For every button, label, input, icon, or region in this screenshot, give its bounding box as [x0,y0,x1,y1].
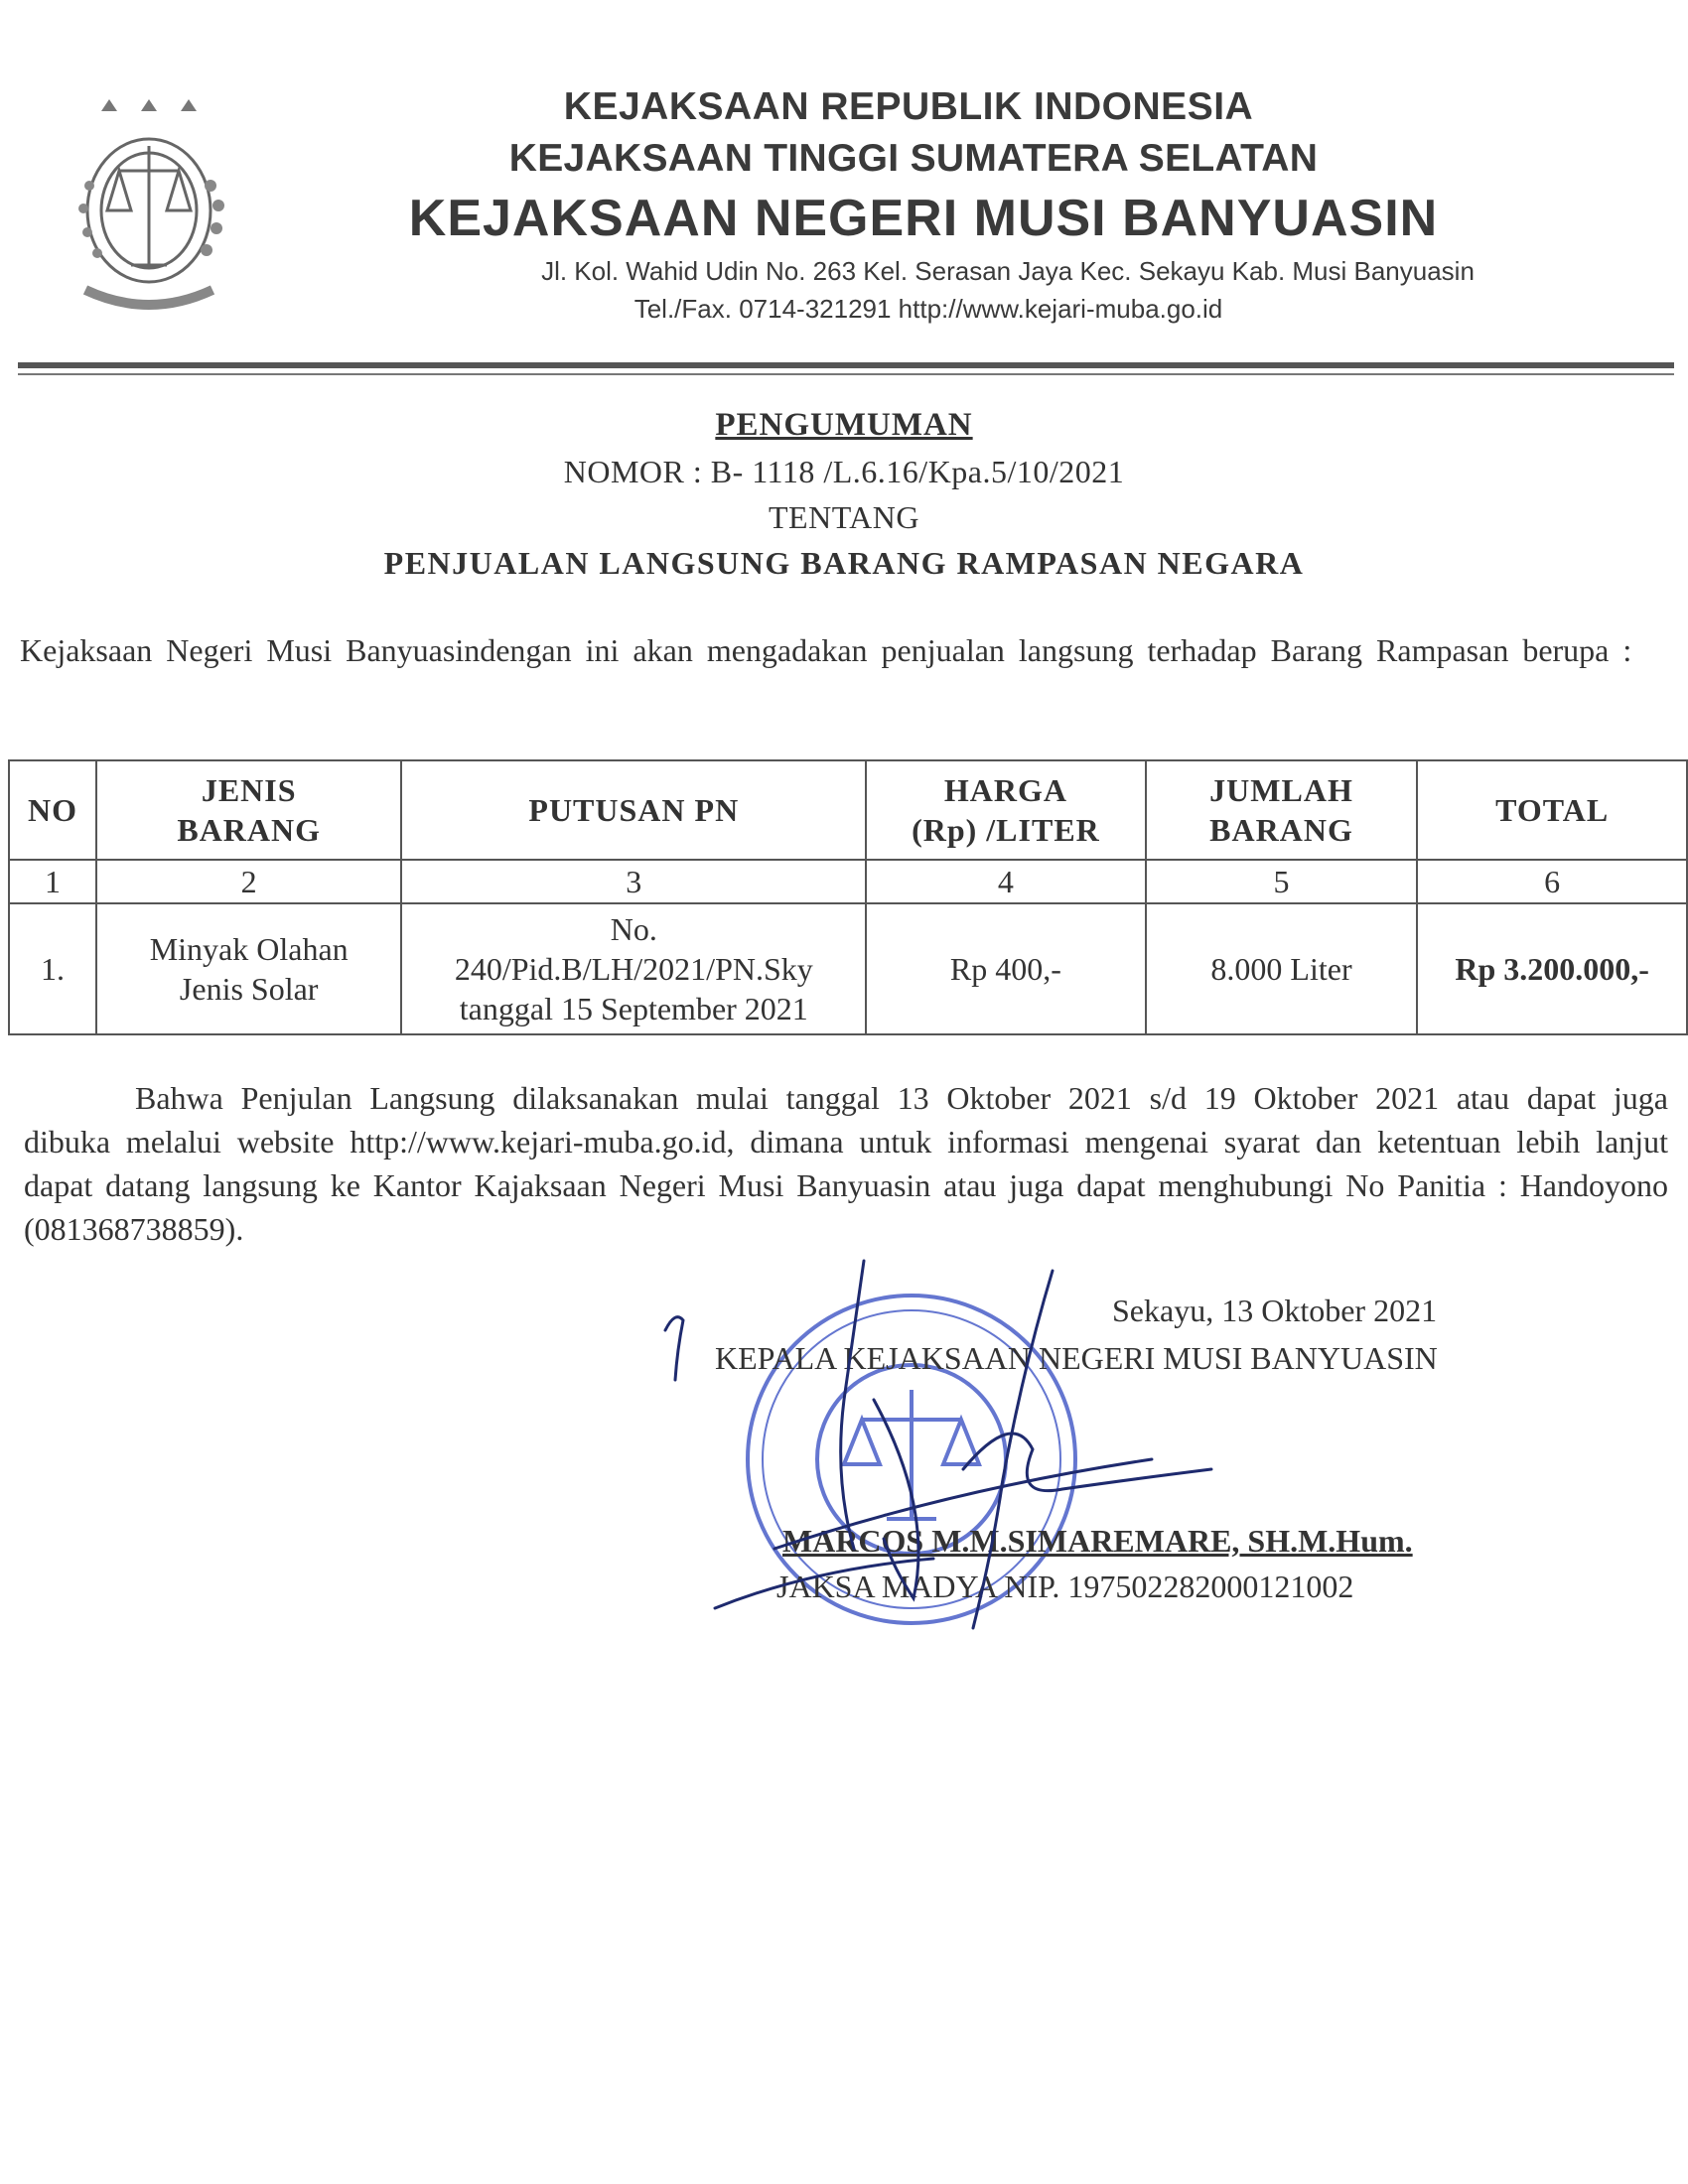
signature-place-date: Sekayu, 13 Oktober 2021 [1112,1293,1438,1328]
cell-jenis-line-2: Jenis Solar [179,971,319,1007]
header-no: NO [9,760,96,860]
header-jenis-line-2: BARANG [177,812,322,848]
letterhead-line-1: KEJAKSAAN REPUBLIK INDONESIA [563,85,1254,128]
column-number-row [9,860,1687,903]
cell-putusan-line-3: tanggal 15 September 2021 [459,991,808,1026]
letterhead-divider-thick [18,362,1674,368]
signatory-rank-nip: JAKSA MADYA NIP. 197502282000121002 [776,1569,1354,1604]
document-about: TENTANG [768,499,919,535]
cell-total: Rp 3.200.000,- [1417,903,1687,1034]
intro-paragraph: Kejaksaan Negeri Musi Banyuasindengan ini akan mengadakan penjualan langsung terhadap Barang Rampasan berupa : [20,632,1632,668]
goods-table [8,759,1688,1035]
cell-jumlah: 8.000 Liter [1146,903,1418,1034]
header-jumlah-line-1: JUMLAH [1209,772,1353,808]
header-harga [866,760,1146,860]
table-header-row [9,760,1687,860]
column-number: 5 [1146,860,1418,903]
cell-no: 1. [9,903,96,1034]
column-number: 2 [96,860,402,903]
column-number: 1 [9,860,96,903]
cell-jenis-line-1: Minyak Olahan [149,931,349,967]
letterhead-divider-thin [18,373,1674,375]
letterhead-address: Jl. Kol. Wahid Udin No. 263 Kel. Serasan Jaya Kec. Sekayu Kab. Musi Banyuasin [541,256,1475,286]
header-jenis-line-1: JENIS [201,772,297,808]
column-number: 3 [401,860,866,903]
cell-harga: Rp 400,- [866,903,1146,1034]
letterhead-line-2: KEJAKSAAN TINGGI SUMATERA SELATAN [508,137,1319,180]
letterhead-institution-name: KEJAKSAAN NEGERI MUSI BANYUASIN [408,190,1439,247]
cell-jenis-barang [96,903,402,1034]
cell-putusan-line-1: No. [610,911,657,947]
body-paragraph: Bahwa Penjulan Langsung dilaksanakan mulai tanggal 13 Oktober 2021 s/d 19 Oktober 2021 atau dapat juga dibuka melalui website http://www.kejari-muba.go.id, dimana untuk informasi mengenai syarat dan ketentuan lebih lanjut dapat datang langsung ke Kantor Kajaksaan Negeri Musi Banyuasin atau juga dapat menghubungi No Panitia : Handoyono (081368738859). [24,1080,1668,1247]
header-total: TOTAL [1417,760,1687,860]
cell-putusan-pn [401,903,866,1034]
signature-office: KEPALA KEJAKSAAN NEGERI MUSI BANYUASIN [715,1340,1438,1376]
signatory-name: MARCOS M.M.SIMAREMARE, SH.M.Hum. [782,1523,1413,1559]
header-putusan-pn: PUTUSAN PN [401,760,866,860]
document-subject: PENJUALAN LANGSUNG BARANG RAMPASAN NEGARA [383,545,1305,581]
handwritten-signature [655,1251,1271,1668]
document-number: NOMOR : B- 1118 /L.6.16/Kpa.5/10/2021 [563,454,1125,489]
header-harga-line-1: HARGA [943,772,1067,808]
column-number: 4 [866,860,1146,903]
table-row [9,903,1687,1034]
header-jumlah-barang [1146,760,1418,860]
document-heading: PENGUMUMAN [715,407,973,443]
header-harga-line-2: (Rp) /LITER [912,812,1100,848]
column-number: 6 [1417,860,1687,903]
cell-putusan-line-2: 240/Pid.B/LH/2021/PN.Sky [454,951,813,987]
header-jumlah-line-2: BARANG [1209,812,1353,848]
header-jenis-barang [96,760,402,860]
letterhead-contact: Tel./Fax. 0714-321291 http://www.kejari-muba.go.id [633,294,1223,324]
